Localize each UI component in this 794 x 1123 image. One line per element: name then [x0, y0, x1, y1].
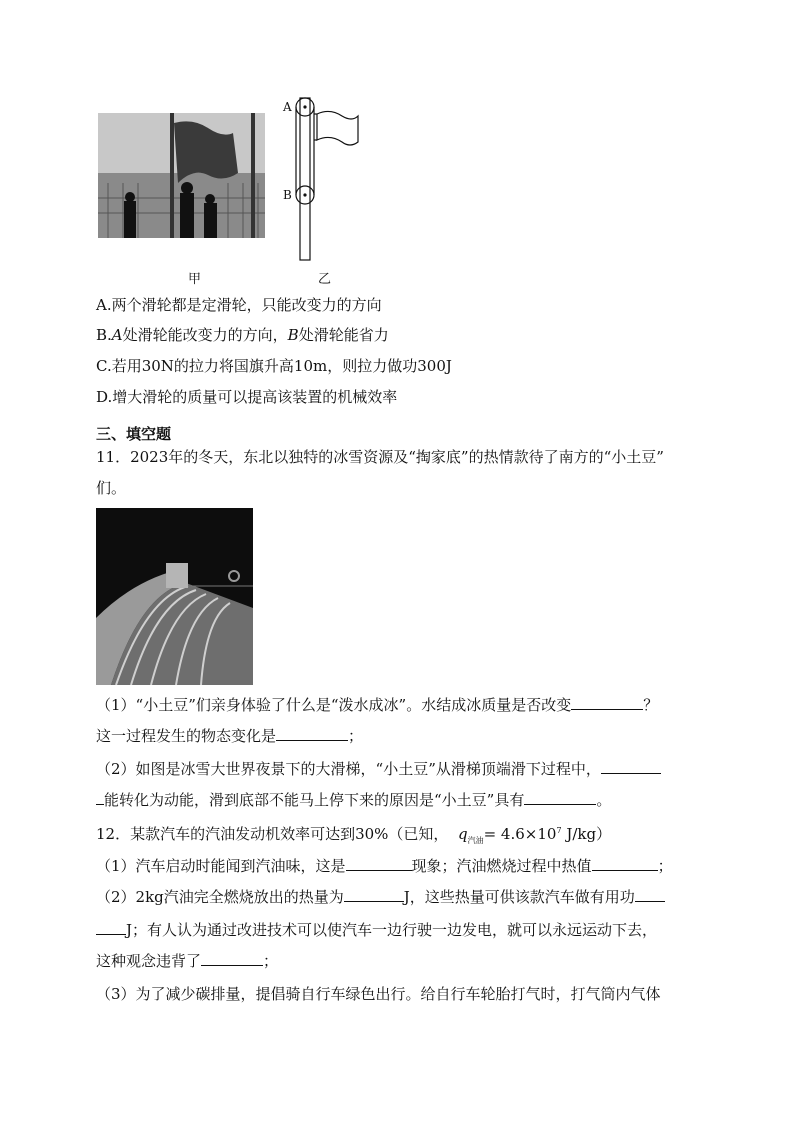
q11-part2-line2: [96, 790, 611, 810]
q-unit: J/kg: [561, 825, 597, 843]
q11-part2-end: 。: [596, 791, 612, 809]
q11-stem-line1: 11．2023年的冬天，东北以独特的冰雪资源及“掏家底”的热情款待了南方的“小土豆”: [96, 448, 664, 466]
q12-part2-line2: [96, 920, 657, 940]
answer-blank[interactable]: [346, 856, 412, 871]
option-b-prefix: B.: [96, 326, 112, 344]
pulley-diagram-svg: [280, 94, 366, 262]
q11-part1-end2: ；: [348, 727, 364, 745]
option-c: C.若用30N的拉力将国旗升高10m，则拉力做功300J: [96, 357, 452, 375]
q12-part1-end: ；: [657, 857, 673, 875]
q12-part2-end: ；: [263, 952, 279, 970]
option-b-suffix: 处滑轮能省力: [298, 326, 389, 344]
q-subscript: 汽油: [467, 836, 484, 845]
q11-part2-text2: 能转化为动能，滑到底部不能马上停下来的原因是“小土豆”具有: [104, 791, 525, 809]
q12-stem: [96, 821, 611, 851]
section-title: 三、填空题: [96, 425, 172, 443]
q12-part2-text4: 这种观念违背了: [96, 952, 202, 970]
q12-part3: （3）为了减少碳排量，提倡骑自行车绿色出行。给自行车轮胎打气时，打气筒内气体: [96, 985, 661, 1003]
q12-part2-text2: J，这些热量可供该款汽车做有用功: [403, 888, 635, 906]
q-value: = 4.6×10: [483, 825, 557, 843]
answer-blank[interactable]: [344, 887, 404, 902]
ice-slide-photo: [96, 508, 253, 685]
flag-raising-photo-drawing: [98, 113, 265, 238]
option-a: A.两个滑轮都是定滑轮，只能改变力的方向: [96, 296, 382, 314]
q-symbol: q: [457, 825, 468, 843]
q12-part2-text3: J；有人认为通过改进技术可以使汽车一边行驶一边发电，就可以永远运动下去，: [126, 921, 658, 939]
answer-blank[interactable]: [635, 887, 665, 902]
q11-part2-text: （2）如图是冰雪大世界夜景下的大滑梯，“小土豆”从滑梯顶端滑下过程中，: [96, 760, 601, 778]
option-b-b-label: B: [287, 326, 299, 344]
label-a: A: [283, 100, 292, 114]
q12-part1-text2: 现象；汽油燃烧过程中热值: [411, 857, 592, 875]
q12-part2-text: （2）2kg汽油完全燃烧放出的热量为: [96, 888, 344, 906]
q12-stem-text: 12．某款汽车的汽油发动机效率可达到30%（已知，: [96, 825, 449, 843]
answer-blank[interactable]: [96, 920, 126, 935]
figure-caption-jia: 甲: [188, 272, 202, 287]
label-b: B: [283, 188, 292, 202]
answer-blank[interactable]: [276, 726, 348, 741]
pulley-diagram: [280, 94, 366, 262]
flag-raising-photo: [98, 113, 265, 238]
answer-blank[interactable]: [601, 759, 661, 774]
q12-part2-line3: [96, 951, 278, 971]
q12-part1-text: （1）汽车启动时能闻到汽油味，这是: [96, 857, 346, 875]
option-b-a-label: A: [111, 326, 123, 344]
q11-part2-line1: [96, 759, 661, 779]
q11-part1-end: ？: [643, 696, 659, 714]
q12-part1: [96, 856, 673, 876]
q12-stem-end: ）: [596, 825, 612, 843]
answer-blank[interactable]: [592, 856, 658, 871]
answer-blank[interactable]: [96, 790, 104, 805]
answer-blank[interactable]: [571, 695, 643, 710]
answer-blank[interactable]: [201, 951, 263, 966]
q11-part1-line2: [96, 726, 363, 746]
q11-part1-line1: [96, 695, 658, 715]
q11-stem-line2: 们。: [96, 479, 127, 497]
option-b-middle: 处滑轮能改变力的方向，: [122, 326, 288, 344]
q12-part2-line1: [96, 887, 665, 907]
q-exponent: 7: [556, 826, 562, 835]
figure-caption-yi: 乙: [318, 272, 332, 287]
q11-part1-text2: 这一过程发生的物态变化是: [96, 727, 277, 745]
option-d: D.增大滑轮的质量可以提高该装置的机械效率: [96, 388, 398, 406]
option-b: [96, 325, 389, 345]
answer-blank[interactable]: [524, 790, 596, 805]
ice-slide-photo-drawing: [96, 508, 253, 685]
q11-part1-text: （1）“小土豆”们亲身体验了什么是“泼水成冰”。水结成冰质量是否改变: [96, 696, 572, 714]
